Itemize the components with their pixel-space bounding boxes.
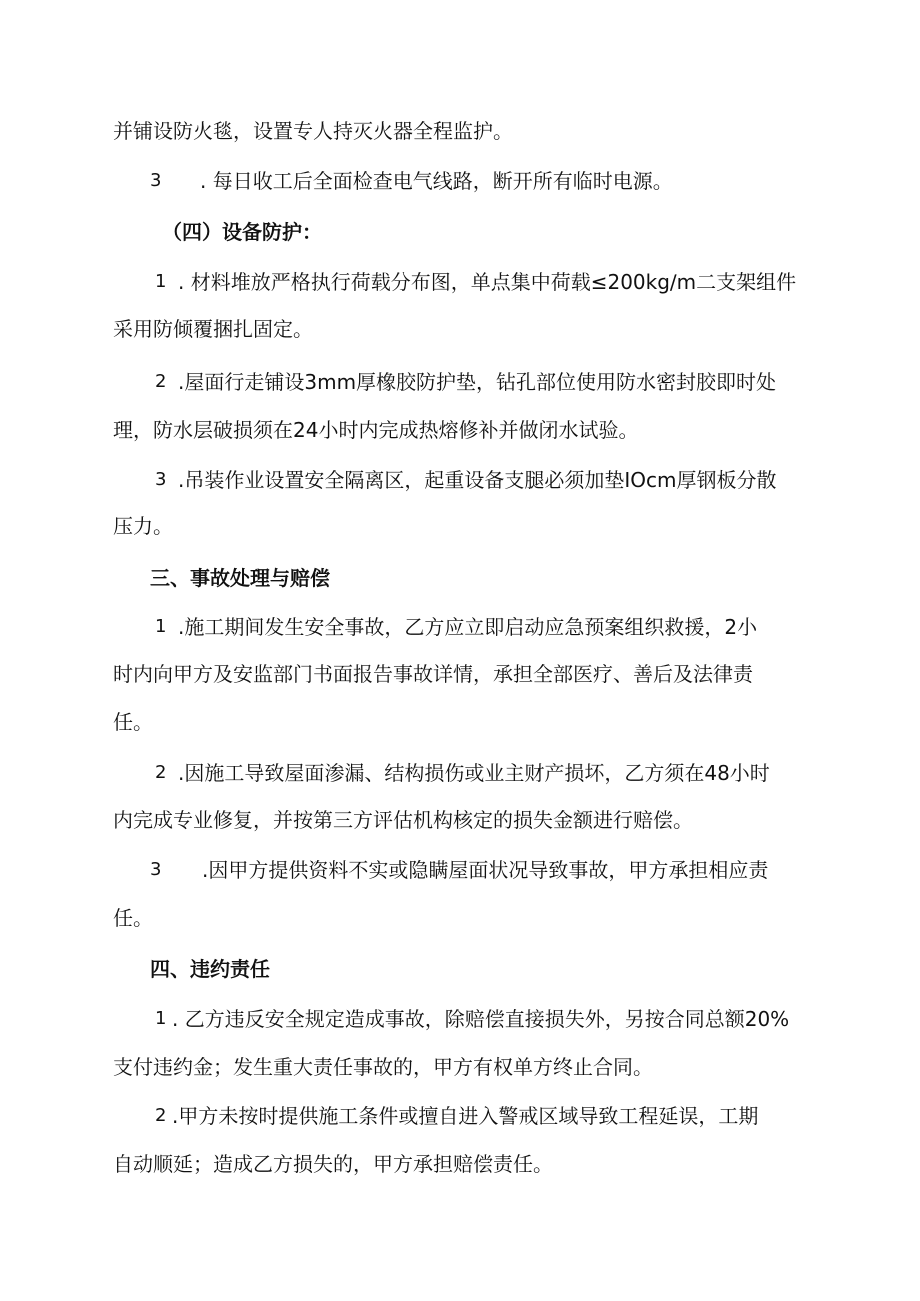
text-line: 自动顺延；造成乙方损失的，甲方承担赔偿责任。 bbox=[113, 1152, 553, 1176]
item-number: 2 bbox=[155, 762, 167, 783]
text-line: .施工期间发生安全事故，乙方应立即启动应急预案组织救援，2小 bbox=[178, 615, 758, 639]
text-line: .吊装作业设置安全隔离区，起重设备支腿必须加垫IOcm厚钢板分散 bbox=[178, 468, 777, 492]
text-line: . 材料堆放严格执行荷载分布图，单点集中荷载≤200kg∕m二支架组件 bbox=[178, 270, 797, 294]
text-line: . 每日收工后全面检查电气线路，断开所有临时电源。 bbox=[200, 169, 673, 193]
section-heading: 四、违约责任 bbox=[150, 957, 270, 981]
text-line: .屋面行走铺设3mm厚橡胶防护垫，钻孔部位使用防水密封胶即时处 bbox=[178, 370, 777, 394]
text-line: . 乙方违反安全规定造成事故，除赔偿直接损失外，另按合同总额20% bbox=[172, 1007, 790, 1031]
text-line: .甲方未按时提供施工条件或擅自进入警戒区域导致工程延误，工期 bbox=[172, 1104, 759, 1128]
text-line: 支付违约金；发生重大责任事故的，甲方有权单方终止合同。 bbox=[113, 1055, 653, 1079]
item-number: 3 bbox=[155, 469, 167, 490]
text-line: 任。 bbox=[113, 906, 153, 930]
text-line: 内完成专业修复，并按第三方评估机构核定的损失金额进行赔偿。 bbox=[113, 808, 693, 832]
item-number: 1 bbox=[155, 616, 167, 637]
item-number: 2 bbox=[155, 371, 167, 392]
item-number: 3 bbox=[150, 170, 162, 191]
text-line: 理，防水层破损须在24小时内完成热熔修补并做闭水试验。 bbox=[113, 418, 639, 442]
text-line: 任。 bbox=[113, 710, 153, 734]
item-number: 2 bbox=[155, 1105, 167, 1126]
text-line: 采用防倾覆捆扎固定。 bbox=[113, 317, 313, 341]
text-line: 时内向甲方及安监部门书面报告事故详情，承担全部医疗、善后及法律责 bbox=[113, 662, 753, 686]
text-line: 并铺设防火毯，设置专人持灭火器全程监护。 bbox=[113, 119, 513, 143]
text-line: .因甲方提供资料不实或隐瞒屋面状况导致事故，甲方承担相应责 bbox=[202, 858, 769, 882]
item-number: 1 bbox=[155, 1008, 167, 1029]
text-line: .因施工导致屋面渗漏、结构损伤或业主财产损坏，乙方须在48小时 bbox=[178, 761, 770, 785]
section-heading: （四）设备防护： bbox=[162, 220, 322, 244]
item-number: 1 bbox=[155, 271, 167, 292]
section-heading: 三、事故处理与赔偿 bbox=[150, 566, 330, 590]
text-line: 压力。 bbox=[113, 514, 173, 538]
item-number: 3 bbox=[150, 859, 162, 880]
